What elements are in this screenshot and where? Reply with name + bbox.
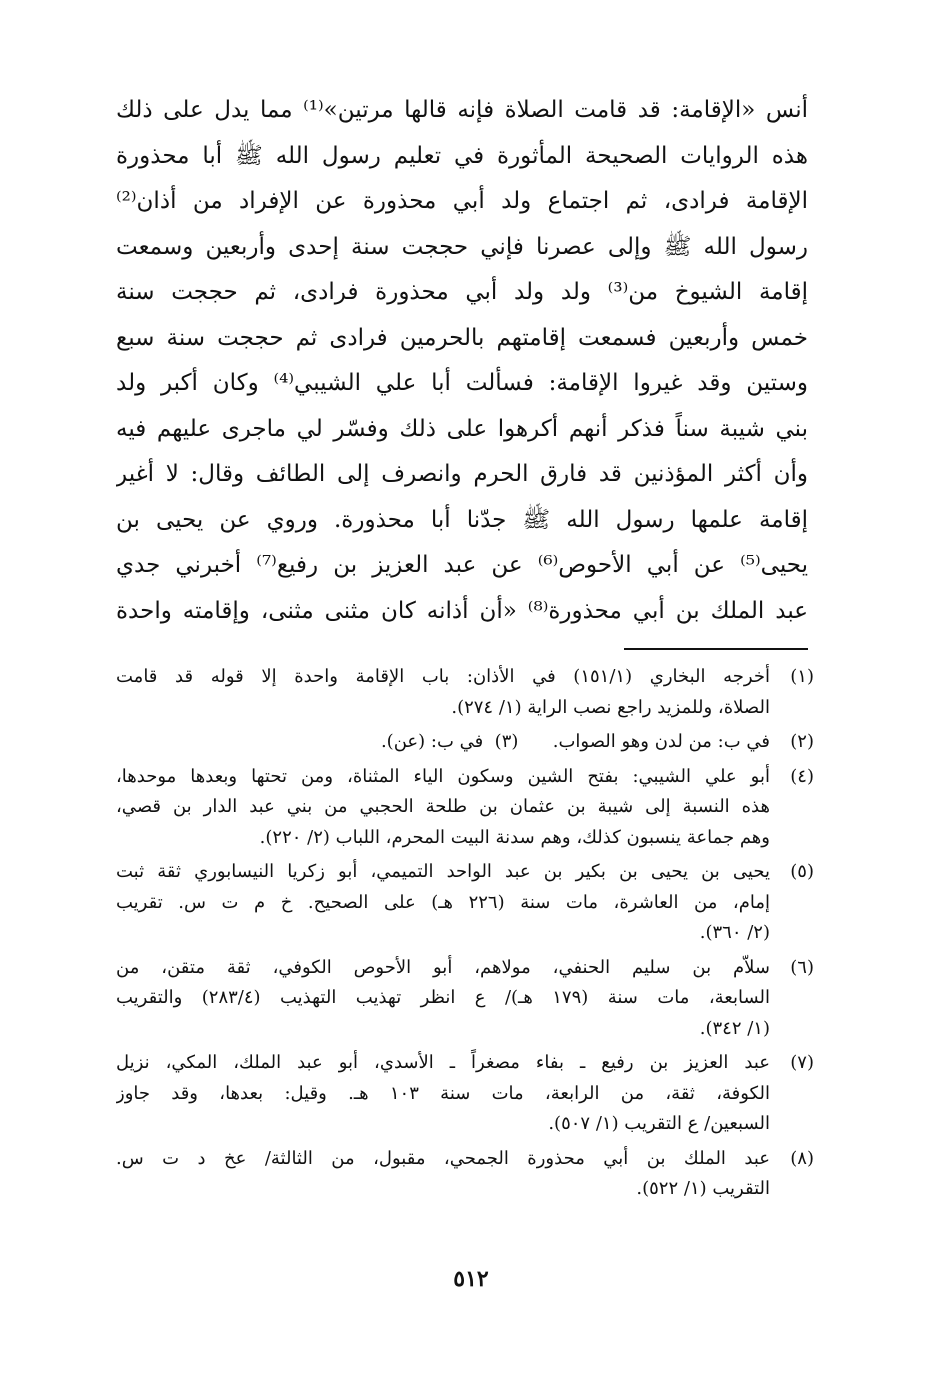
footnote-number: (٧)	[790, 1052, 814, 1073]
footnote-line: عبد الملك بن أبي محذورة الجمحي، مقبول، من الثالثة/ عخ د ت س.	[116, 1147, 770, 1169]
footnote-number: (١)	[790, 666, 814, 687]
main-text-line: عبد الملك بن أبي محذورة⁽⁸⁾ «أن أذانه كان مثنى مثنى، وإقامته واحدة	[116, 597, 808, 624]
footnote-number: (٦)	[790, 956, 814, 978]
footnote-body	[116, 1048, 770, 1140]
main-text-line: الإقامة فرادى، ثم اجتماع ولد أبي محذورة عن الإفراد من أذان⁽²⁾	[116, 188, 808, 214]
footnote-body	[116, 953, 770, 1045]
footnote-6	[116, 953, 814, 1045]
footnote-number: (٨)	[790, 1147, 814, 1169]
footnote-line: السبعين/ ع التقريب (١/ ٥٠٧).	[548, 1113, 770, 1134]
main-text-line: رسول الله ﷺ وإلى عصرنا فإني حججت سنة إحدى وأربعين وسمعت	[116, 233, 808, 260]
main-text-line: إقامة علمها رسول الله ﷺ جدّنا أبا محذورة. وروي عن يحيى بن	[116, 506, 808, 533]
footnote-number: (٥)	[790, 861, 814, 882]
main-text-line: وأن أكثر المؤذنين قد فارق الحرم وانصرف إلى الطائف وقال: لا أغير	[116, 461, 808, 487]
footnote-1	[116, 662, 814, 723]
footnote-line: أبو علي الشيبي: بفتح الشين وسكون الياء المثناة، ومن تحتها وبعدها موحدها،	[116, 765, 770, 787]
footnote-line: سلاّم بن سليم الحنفي، مولاهم، أبو الأحوص الكوفي، ثقة متقن، من	[116, 956, 770, 978]
main-text	[116, 88, 808, 634]
page-number: ٥١٢	[453, 1266, 489, 1292]
footnote-line: عبد العزيز بن رفيع ـ بفاء مصغراً ـ الأسدي، أبو عبد الملك، المكي، نزيل	[116, 1052, 770, 1073]
footnote-line: أخرجه البخاري (١٥١/١) في الأذان: باب الإقامة واحدة إلا قوله قد قامت	[116, 666, 770, 687]
footnote-line: الكوفة، ثقة، من الرابعة، مات سنة ١٠٣ هـ. وقيل: بعدها، وقد جاوز	[116, 1082, 770, 1104]
footnote-line: الصلاة، وللمزيد راجع نصب الراية (١/ ٢٧٤).	[451, 696, 770, 718]
main-text-line: هذه الروايات الصحيحة المأثورة في تعليم رسول الله ﷺ أبا محذورة	[116, 142, 808, 169]
main-text-line: يحيى⁽⁵⁾ عن أبي الأحوص⁽⁶⁾ عن عبد العزيز بن رفيع⁽⁷⁾ أخبرني جدي	[116, 552, 808, 578]
footnote-number: (٤)	[790, 765, 814, 787]
footnote-separator	[624, 648, 808, 650]
footnote-line: في ب: من لدن وهو الصواب. (٣) في ب: (عن).	[380, 731, 770, 752]
main-text-line: وستين وقد غيروا الإقامة: فسألت أبا علي الشيبي⁽⁴⁾ وكان أكبر ولد	[116, 370, 808, 396]
main-text-line: إقامة الشيوخ من⁽³⁾ ولد ولد أبي محذورة فرادى، ثم حججت سنة	[116, 279, 808, 305]
footnote-line: وهم جماعة ينسبون كذلك، وهم سدنة البيت المحرم، اللباب (٢/ ٢٢٠).	[259, 826, 770, 848]
footnote-line: يحيى بن يحيى بن بكير بن عبد الواحد التميمي، أبو زكريا النيسابوري ثقة ثبت	[116, 861, 770, 882]
footnote-line: (٢/ ٣٦٠).	[699, 922, 770, 943]
footnote-7	[116, 1048, 814, 1140]
footnote-line: هذه النسبة إلى شيبة بن عثمان بن طلحة الحجبي من بني عبد الدار بن قصي،	[116, 796, 770, 817]
footnote-line: التقريب (١/ ٥٢٢).	[636, 1178, 770, 1199]
footnote-body	[116, 662, 770, 723]
main-text-line: خمس وأربعين فسمعت إقامتهم بالحرمين فرادى ثم حججت سنة سبع	[116, 324, 808, 351]
footnotes	[116, 662, 814, 1209]
footnote-line: (١/ ٣٤٢).	[699, 1017, 770, 1039]
footnote-5	[116, 857, 814, 949]
footnote-body	[116, 762, 770, 854]
footnote-line: السابعة، مات سنة (١٧٩ هـ)/ ع انظر تهذيب التهذيب (٢٨٣/٤) والتقريب	[116, 987, 770, 1008]
footnote-8	[116, 1144, 814, 1205]
footnote-line: إمام، من العاشرة، مات سنة (٢٢٦ هـ) على الصحيح. خ م ت س. تقريب	[116, 891, 770, 913]
footnote-4	[116, 762, 814, 854]
footnote-body	[116, 857, 770, 949]
footnote-2-3	[116, 727, 814, 758]
footnote-body	[116, 727, 770, 758]
footnote-body	[116, 1144, 770, 1205]
main-text-line: بني شيبة سناً فذكر أنهم أكرهوا على ذلك وفسّر لي ماجرى عليهم فيه	[116, 415, 808, 442]
footnote-number: (٢)	[790, 731, 814, 752]
main-text-line: أنس «الإقامة: قد قامت الصلاة فإنه قالها مرتين»⁽¹⁾ مما يدل على ذلك	[116, 97, 808, 123]
